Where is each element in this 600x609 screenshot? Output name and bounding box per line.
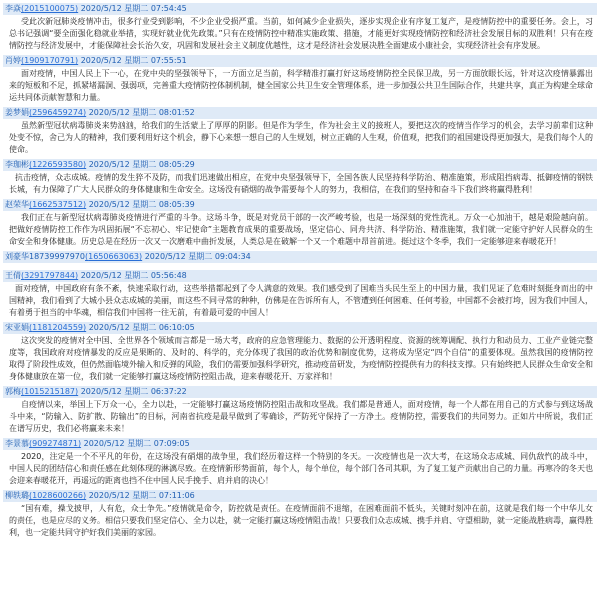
user-id-link[interactable]: (1650663063) xyxy=(85,252,143,261)
post-time: 07:55:51 xyxy=(150,56,187,65)
post-date: 2020/5/12 xyxy=(144,252,186,261)
comment-header xyxy=(3,270,597,282)
post-weekday: 星期二 xyxy=(132,323,157,332)
user-id-link[interactable]: (2596459274) xyxy=(29,108,87,117)
comment-text: 这次突发的疫情对全中国、全世界各个领域而言都是一场大考，政府的应急管理能力、数据的公开透明程度、资源的统筹调配、执行力和动员力、工业产业链完整度等，我国政府对疫情暴发的反应是果断的、及时的、科学的，充分体现了我国的政治优势和制度优势，这将成为坚定“四个自信”的重要体现。虽然我国的疫情防控取得了阶段性成效，但仍然面临境外输入和反弹的风险，我们仍需要加强科学研究，推动疫苗研发，为疫情防控提供有力的科技支撑。只有始终把人民群众生命安全和身体健康放在第一位，我们就一定能够打赢这场疫情防控阻击战，迎来春暖花开、万家祥和！ xyxy=(9,336,593,381)
user-name: 宋亚娟 xyxy=(5,323,29,332)
comment-header xyxy=(3,322,597,334)
post-weekday: 星期二 xyxy=(124,271,149,280)
post-weekday: 星期二 xyxy=(132,108,157,117)
comment-post xyxy=(3,3,597,54)
comment-text: 抗击疫情，众志成城。疫情的发生猝不及防，而我们迅速做出相应，在党中央坚强领导下，全国各族人民坚持科学防治、精准施策，形成阻挡病毒、抵御疫情的钢铁长城，有力保障了广大人民群众的身体健康和生命安全。这场没有硝烟的战争需要每个人的努力，我相信，在我们的坚持和奋斗下我们终将赢得胜利！ xyxy=(9,173,593,194)
comment-post xyxy=(3,322,597,385)
comment-text: 面对疫情，中国人民上下一心，在党中央的坚强领导下，一方面立足当前，科学精准打赢打好这场疫情防控全民保卫战，另一方面放眼长远，针对这次疫情暴露出来的短板和不足，抓紧堵漏洞、强弱项，完善重大疫情防控体制机制，健全国家公共卫生安全管理体系，进一步加强公共卫生国际合作，共建共享，真正为构建全球命运共同体贡献智慧和力量。 xyxy=(9,69,593,102)
user-id-link[interactable]: (1028600266) xyxy=(29,491,87,500)
user-name: 王倩 xyxy=(5,271,21,280)
user-name: 刘豪华18739997970 xyxy=(5,252,85,261)
comment-header xyxy=(3,55,597,67)
comment-text xyxy=(3,263,597,269)
comment-post xyxy=(3,386,597,437)
user-id-link[interactable]: (1662537512) xyxy=(29,200,87,209)
post-date: 2020/5/12 xyxy=(88,491,130,500)
comment-text: 虽然新型冠状病毒肺炎来势汹汹，给我们的生活蒙上了厚厚的阴影。但是作为学生，作为社会主义的接班人，要把这次的疫情当作学习的机会，去学习前辈们这种处变不惊，舍己为人的精神，我们要利用好这个机会，静下心来想一想自己的人生规划，树立正确的人生观，价值观，把我们的祖国建设得更加强大，是我们每个人的使命。 xyxy=(9,121,593,154)
post-weekday: 星期二 xyxy=(127,439,152,448)
user-name: 郭梅 xyxy=(5,387,21,396)
post-weekday: 星期二 xyxy=(132,160,157,169)
comment-post xyxy=(3,270,597,321)
user-id-link[interactable]: (1226593580) xyxy=(29,160,87,169)
user-id-link[interactable]: (1909170791) xyxy=(21,56,79,65)
user-id-link[interactable]: (909274871) xyxy=(29,439,82,448)
user-id-link[interactable]: (3291797844) xyxy=(21,271,79,280)
comment-feed xyxy=(3,0,597,541)
comment-header xyxy=(3,159,597,171)
comment-post xyxy=(3,199,597,250)
post-time: 08:05:29 xyxy=(158,160,195,169)
post-date: 2020/5/12 xyxy=(80,271,122,280)
comment-post xyxy=(3,438,597,489)
comment-post xyxy=(3,490,597,541)
comment-post xyxy=(3,55,597,106)
user-name: 肖婷 xyxy=(5,56,21,65)
user-id-link[interactable]: (1181204559) xyxy=(29,323,87,332)
user-name: 李焱 xyxy=(5,4,21,13)
post-time: 06:37:22 xyxy=(150,387,187,396)
user-name: 柳轶璐 xyxy=(5,491,29,500)
comment-text: “国有难，操戈披甲，人有危，众士争先。”疫情就是命令，防控就是责任。在疫情面前不退缩，在困难面前不低头，关键时刻冲在前，这就是我们每一个中华儿女的责任，也是应尽的义务。相信只要我们坚定信心、全力以赴，就一定能打赢这场疫情阻击战！只要我们众志成城、携手并肩、守望相助，就一定能战胜病毒，赢得胜利，也一定能共同守护好我们美丽的家园。 xyxy=(9,504,593,537)
post-weekday: 星期二 xyxy=(124,387,149,396)
user-name: 赵荣华 xyxy=(5,200,29,209)
comment-header xyxy=(3,386,597,398)
comment-post xyxy=(3,251,597,269)
post-date: 2020/5/12 xyxy=(80,387,122,396)
comment-header xyxy=(3,199,597,211)
comment-post xyxy=(3,107,597,158)
user-name: 李珈彬 xyxy=(5,160,29,169)
user-id-link[interactable]: (1015215187) xyxy=(21,387,79,396)
post-date: 2020/5/12 xyxy=(88,200,130,209)
post-date: 2020/5/12 xyxy=(88,108,130,117)
user-name: 李景慕 xyxy=(5,439,29,448)
post-time: 07:54:45 xyxy=(150,4,187,13)
post-time: 09:04:34 xyxy=(214,252,251,261)
post-time: 05:56:48 xyxy=(150,271,187,280)
post-weekday: 星期二 xyxy=(132,200,157,209)
post-date: 2020/5/12 xyxy=(80,4,122,13)
post-time: 07:11:06 xyxy=(158,491,195,500)
post-date: 2020/5/12 xyxy=(80,56,122,65)
post-weekday: 星期二 xyxy=(124,56,149,65)
comment-text: 2020，注定是一个不平凡的年份，在这场没有硝烟的战争里，我们经历着这样一个特别的冬天。一次疫情也是一次大考，在这场众志成城、同仇敌忾的战斗中，中国人民的团结信心和责任感在此刻体现的淋漓尽致。在疫情新形势面前，每个人，每个单位，每个部门各司其职，为了复工复产贡献出自己的力量。再寒冷的冬天也会迎来春暖花开，再遥远的距离也挡不住中国人民手挽手、肩并肩的决心！ xyxy=(9,452,593,485)
post-weekday: 星期二 xyxy=(132,491,157,500)
comment-text: 受此次新冠肺炎疫情冲击，很多行业受到影响，不少企业受损严重。当前，如何减少企业损失，逐步实现企业有序复工复产，是疫情防控中的重要任务。会上，习总书记强调“要全面强化稳就业举措，实现好就业优先政策。”只有在疫情防控中精准实施政策、措施，才能更好实现疫情防控和经济社会发展目标的双胜利！只有在疫情防控与经济发展中，才能保障社会长治久安，巩固和发展社会主义制度优越性，这才是经济社会发展决胜全面建成小康社会，实现经济社会有序发展。 xyxy=(9,17,593,50)
comment-post xyxy=(3,159,597,198)
post-date: 2020/5/12 xyxy=(88,160,130,169)
comment-text: 自疫情以来，举国上下万众一心，全力以赴，一定能够打赢这场疫情防控阻击战和攻坚战。我们都是普通人，面对疫情，每一个人都在用自己的方式参与到这场战斗中来，“防输入、防扩散、防输出”的目标，河南省抗疫是最早做到了零确诊，严防死守保持了一方净土。疫情防控，需要我们的共同努力。正如片中所说，我们正在谱写历史，我们必将赢来未来！ xyxy=(9,400,593,433)
comment-text: 我们正在与新型冠状病毒肺炎疫情进行严重的斗争。这场斗争，既是对党员干部的一次严峻考验，也是一场深刻的党性洗礼。万众一心加油干，越是艰险越向前。把做好疫情防控工作作为巩固拓展“不忘初心、牢记使命”主题教育成果的重要战场，坚定信心、同舟共济、科学防治、精准施策，我们就一定能守护好人民群众的生命安全和身体健康。历史总是在经历一次又一次磨难中曲折发展，人类总是在破解一个又一个难题中昂首前进。挺过这个冬季，我们一定能够迎来春暖花开！ xyxy=(9,213,593,246)
post-time: 08:01:52 xyxy=(158,108,195,117)
post-time: 07:09:05 xyxy=(153,439,190,448)
post-date: 2020/5/12 xyxy=(83,439,125,448)
comment-header xyxy=(3,107,597,119)
comment-header xyxy=(3,251,597,263)
post-time: 08:05:39 xyxy=(158,200,195,209)
user-name: 姜梦娟 xyxy=(5,108,29,117)
post-time: 06:10:05 xyxy=(158,323,195,332)
post-weekday: 星期二 xyxy=(188,252,213,261)
comment-header xyxy=(3,438,597,450)
comment-header xyxy=(3,3,597,15)
comment-header xyxy=(3,490,597,502)
post-date: 2020/5/12 xyxy=(88,323,130,332)
post-weekday: 星期二 xyxy=(124,4,149,13)
comment-text: 面对疫情，中国政府有条不紊，快速采取行动，这些举措都起到了令人满意的效果。我们感受到了国难当头民生至上的中国力量，我们见证了危难时刻挺身而出的中国精神，我们看到了大城小县众志成城的美丽，而这些不同寻常的种种，仿佛是在告诉所有人，不管遭到任何困难、任何考验，中国都不会被打垮，因为我们中国人，有着勇于担当的中华魂，相信我们中国将一往无前，有着最可爱的中国人！ xyxy=(9,284,593,317)
user-id-link[interactable]: (2015100075) xyxy=(21,4,79,13)
